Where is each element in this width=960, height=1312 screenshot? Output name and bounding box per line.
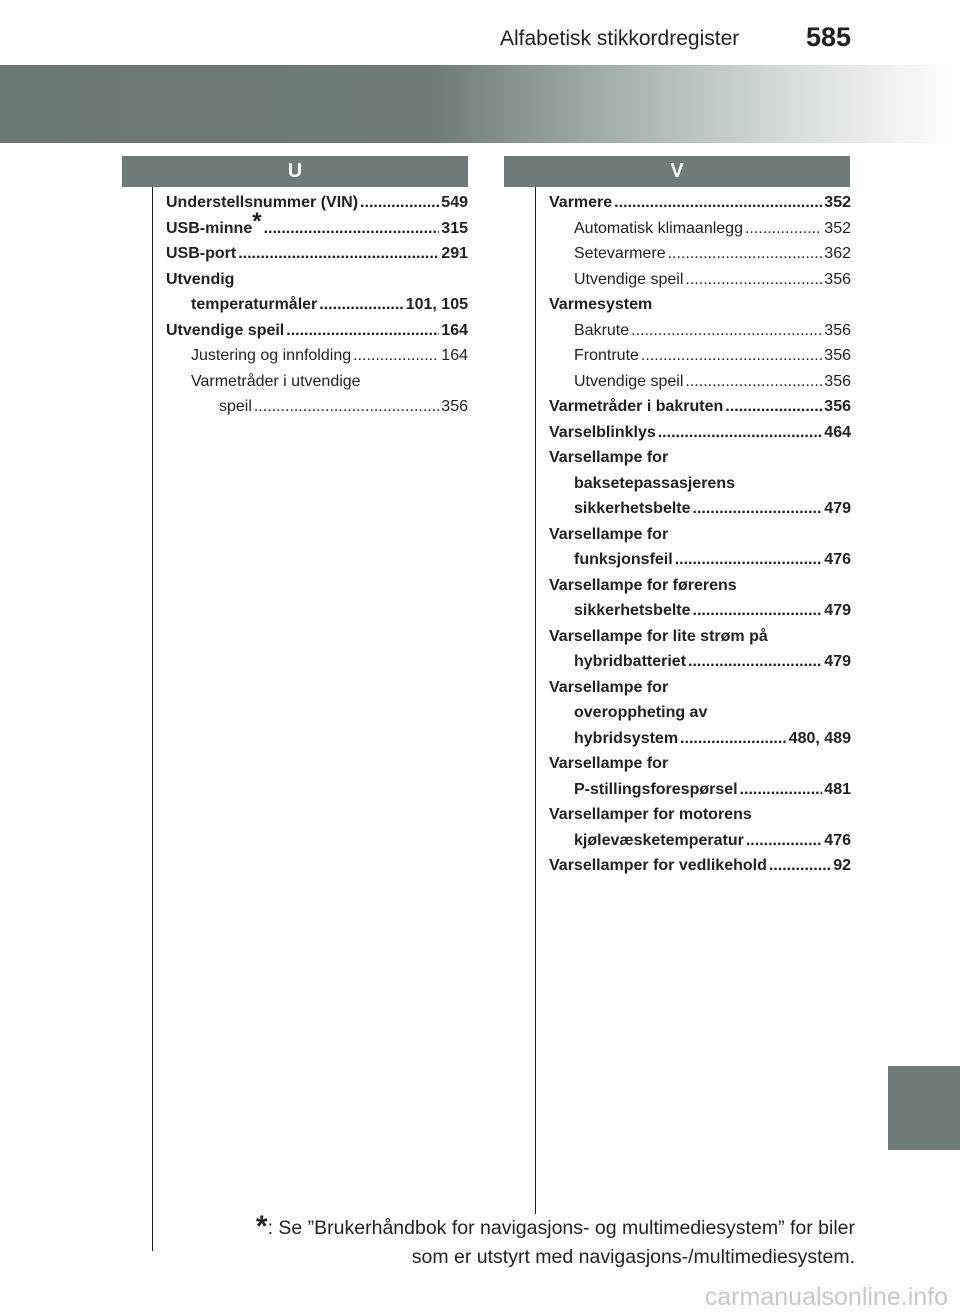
page-number: 585 [806, 22, 852, 52]
index-entry: Varsellampe for [549, 678, 669, 696]
index-entry: Varmere ..... 352 [549, 190, 851, 216]
index-entry: temperaturmåler ..... 101, 105 [166, 292, 468, 318]
index-entry: Varselblinklys ..... 464 [549, 420, 851, 446]
index-entry: hybridsystem ..... 480, 489 [549, 726, 851, 752]
index-entry: Varsellampe for lite strøm på [549, 627, 768, 645]
index-entry: Varsellamper for motorens [549, 806, 752, 823]
footnote [200, 1212, 855, 1272]
index-subentry: speil ..... 356 [166, 394, 468, 420]
section-header-u: U [122, 156, 468, 187]
index-subentry: Justering og innfolding ..... 164 [166, 343, 468, 369]
watermark: carmanualsonline.info [704, 1283, 948, 1311]
index-entry: Varsellamper for vedlikehold ..... 92 [549, 853, 851, 879]
index-entry: Varsellampe for [549, 525, 669, 543]
section-header-v: V [504, 156, 850, 187]
index-entry: hybridbatteriet ..... 479 [549, 649, 851, 675]
index-column-u [166, 190, 468, 420]
column-rule-middle [535, 187, 536, 1214]
index-entry: overoppheting av [574, 704, 708, 721]
index-subentry: Utvendige speil ..... 356 [549, 369, 851, 395]
footnote-marker: * [252, 207, 262, 235]
index-entry: sikkerhetsbelte ..... 479 [549, 598, 851, 624]
index-entry: baksetepassasjerens [574, 474, 735, 492]
index-entry: Utvendig [166, 270, 235, 288]
index-entry: USB-port ..... 291 [166, 241, 468, 267]
header-band [0, 65, 960, 143]
index-entry: Understellsnummer (VIN) ..... 549 [166, 190, 468, 216]
index-entry: Varmesystem [549, 296, 653, 313]
index-entry: Varsellampe for [549, 449, 669, 466]
index-entry: Varmetråder i bakruten ..... 356 [549, 394, 851, 420]
index-entry: Varsellampe for [549, 755, 669, 772]
footnote-line-2: som er utstyrt med navigasjons-/multimediesystem. [411, 1246, 855, 1268]
running-header-title: Alfabetisk stikkordregister [500, 27, 740, 50]
footnote-line-1: *: Se ”Brukerhåndbok for navigasjons- og multimediesystem” for biler [255, 1210, 855, 1243]
index-subentry: Bakrute ..... 356 [549, 318, 851, 344]
index-entry: P-stillingsforespørsel ..... 481 [549, 777, 851, 803]
index-entry: USB-minne* ..... 315 [166, 216, 468, 242]
index-subentry: Frontrute ..... 356 [549, 343, 851, 369]
index-entry: funksjonsfeil ..... 476 [549, 547, 851, 573]
index-subentry: Utvendige speil ..... 356 [549, 267, 851, 293]
index-subentry: Automatisk klimaanlegg ..... 352 [549, 216, 851, 242]
section-thumb-tab [888, 1066, 960, 1150]
footnote-marker: * [255, 1210, 268, 1243]
index-entry: Utvendige speil ..... 164 [166, 318, 468, 344]
index-subentry: Setevarmere ..... 362 [549, 241, 851, 267]
column-rule-left [152, 187, 153, 1251]
index-entry: kjølevæsketemperatur ..... 476 [549, 828, 851, 854]
index-entry: sikkerhetsbelte ..... 479 [549, 496, 851, 522]
index-column-v [549, 190, 851, 879]
index-entry: Varsellampe for førerens [549, 576, 737, 594]
index-subentry: Varmetråder i utvendige [191, 372, 361, 390]
